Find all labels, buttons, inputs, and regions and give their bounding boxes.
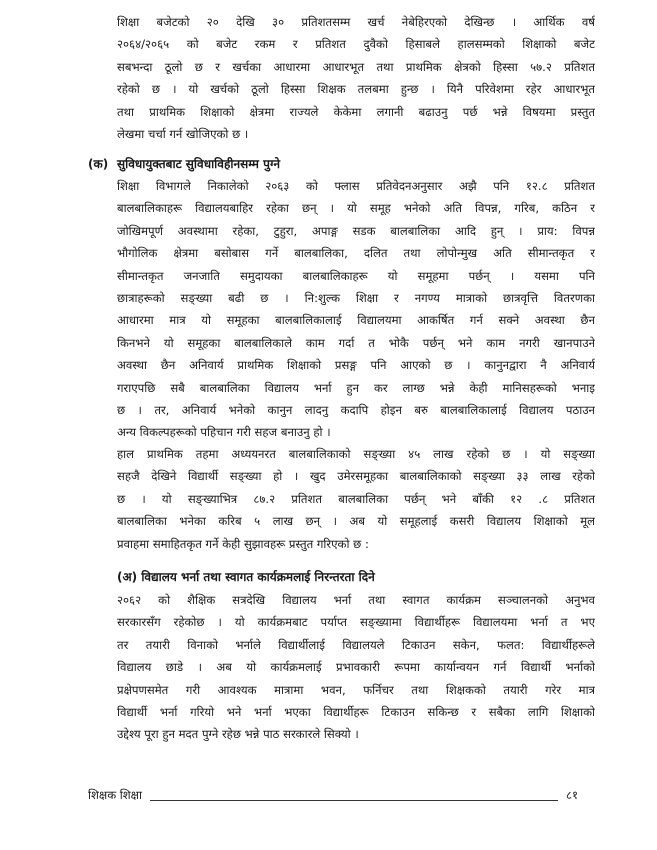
- text-line: शिक्षा विभागले निकालेको २०६३ को फ्लास प्रतिवेदनअनुसार अझै पनि १२.८ प्रतिशत: [117, 179, 595, 193]
- text-line: बालबालिकाहरू विद्यालयबाहिर रहेका छन् । यो समूह भनेको अति विपन्न, गरिब, कठिन र: [117, 201, 595, 216]
- text-line: छ । तर, अनिवार्य भनेको कानुन लादनु कदापि होइन बरु बालबालिकालाई विद्यालय पठाउन: [117, 402, 595, 417]
- text-line: किनभने यो समूहका बालबालिकाले काम गर्दा त भोकै पर्छन् भने काम नगरी खानपाउने: [117, 335, 595, 350]
- text-line: छात्राहरूको सङ्ख्या बढी छ । नि:शुल्क शिक्षा र नगण्य मात्राको छात्रवृत्ति वितरणका: [117, 290, 595, 305]
- text-line: २०६४/२०६५ को बजेट रकम र प्रतिशत दुवैको हिसाबले हालसम्मको शिक्षाको बजेट: [117, 37, 595, 52]
- text-line: प्रवाहमा समाहितकृत गर्ने केही सुझावहरू प्रस्तुत गरिएको छ :: [117, 536, 369, 551]
- paragraph-enrolment-campaign: [117, 589, 595, 746]
- text-line: आधारमा मात्र यो समूहका बालबालिकालाई विद्यालयमा आकर्षित गर्न सक्ने अवस्था छैन: [117, 313, 595, 328]
- subsection-heading: (अ) विद्यालय भर्ना तथा स्वागत कार्यक्रमलाई निरन्तरता दिने: [117, 570, 375, 584]
- paragraph-intro: [117, 11, 595, 145]
- text-line: भौगोलिक क्षेत्रमा बसोबास गर्ने बालबालिका, दलित तथा लोपोन्मुख अति सीमान्तकृत र: [117, 246, 595, 261]
- text-line: शिक्षा बजेटको २० देखि ३० प्रतिशतसम्म खर्च नेबेहिरएको देखिन्छ । आर्थिक वर्ष: [117, 15, 595, 29]
- text-line: २०६२ को शैक्षिक सत्रदेखि विद्यालय भर्ना तथा स्वागत कार्यक्रम सञ्चालनको अनुभव: [117, 593, 595, 607]
- footer-journal-title: शिक्षक शिक्षा: [88, 788, 142, 802]
- text-line: सरकारसँग रहेकोछ । यो कार्यक्रमबाट पर्याप्त सङ्ख्यामा विद्यार्थीहरू विद्यालयमा भर्ना त भए: [117, 615, 595, 630]
- section-heading: सुविधायुक्तबाट सुविधाविहीनसम्म पुग्ने: [117, 157, 281, 171]
- paragraph-enrolment-figures: [117, 443, 595, 555]
- text-line: गराएपछि सबै बालबालिका विद्यालय भर्ना हुन कर लाग्छ भन्ने केही मानिसहरूको भनाइ: [117, 380, 595, 395]
- text-line: तथा प्राथमिक शिक्षाको क्षेत्रमा राज्यले केकेमा लगानी बढाउनु पर्छ भन्ने विषयमा प्रस्तुत: [117, 104, 595, 119]
- text-line: विद्यालय छाडे । अब यो कार्यक्रमलाई प्रभावकारी रूपमा कार्यान्वयन गर्न विद्यार्थी भर्नाको: [117, 660, 595, 675]
- paragraph-out-of-school: [117, 175, 595, 444]
- page-number: ८१: [566, 788, 579, 802]
- text-line: अवस्था छैन अनिवार्य प्राथमिक शिक्षाको प्रसङ्ग पनि आएको छ । कानुनद्वारा नै अनिवार्य: [117, 358, 595, 373]
- text-line: बालबालिका भनेका करिब ५ लाख छन् । अब यो समूहलाई कसरी विद्यालय शिक्षाको मूल: [117, 514, 595, 529]
- text-line: प्रक्षेपणसमेत गरी आवश्यक मात्रामा भवन, फर्निचर तथा शिक्षकको तयारी गरेर मात्र: [117, 682, 595, 697]
- text-line: सीमान्तकृत जनजाति समुदायका बालबालिकाहरू यो समूहमा पर्छन् । यसमा पनि: [117, 268, 595, 283]
- text-line: सहजै देखिने विद्यार्थी सङ्ख्या हो । खुद उमेरसमूहका बालबालिकाको सङ्ख्या ३३ लाख रहेको: [117, 469, 595, 484]
- text-line: रहेको छ । यो खर्चको ठूलो हिस्सा शिक्षक तलबमा हुन्छ । यिनै परिवेशमा रहेर आधारभूत: [117, 82, 595, 97]
- text-line: विद्यार्थी भर्ना गरियो भने भर्ना भएका विद्यार्थीहरू टिकाउन सकिन्छ र सबैका लागि शिक्षाको: [117, 704, 595, 719]
- text-line: अन्य विकल्पहरूको पहिचान गरी सहज बनाउनु हो ।: [117, 425, 331, 440]
- text-line: तर तयारी विनाको भर्नाले विद्यार्थीलाई विद्यालयले टिकाउन सकेन, फलत: विद्यार्थीहरूले: [117, 637, 595, 652]
- text-line: जोखिमपूर्ण अवस्थामा रहेका, टुहुरा, अपाङ्ग सडक बालबालिका आदि हुन् । प्राय: विपन्न: [117, 223, 595, 238]
- text-line: छ । यो सङ्ख्याभित्र ८७.२ प्रतिशत बालबालिका पर्छन् भने बाँकी १२ .८ प्रतिशत: [117, 491, 595, 506]
- text-line: लेखमा चर्चा गर्न खोजिएको छ ।: [117, 126, 249, 141]
- section-label: (क): [88, 157, 109, 171]
- text-line: उद्देश्य पूरा हुन मदत पुग्ने रहेछ भन्ने पाठ सरकारले सिक्यो ।: [117, 727, 359, 742]
- text-line: हाल प्राथमिक तहमा अध्ययनरत बालबालिकाको सङ्ख्या ४५ लाख रहेको छ । यो सङ्ख्या: [117, 447, 595, 461]
- text-line: सबभन्दा ठूलो छ र खर्चका आधारमा आधारभूत तथा प्राथमिक क्षेत्रको हिस्सा ५७.२ प्रतिशत: [117, 59, 595, 74]
- footer-divider: [150, 800, 558, 801]
